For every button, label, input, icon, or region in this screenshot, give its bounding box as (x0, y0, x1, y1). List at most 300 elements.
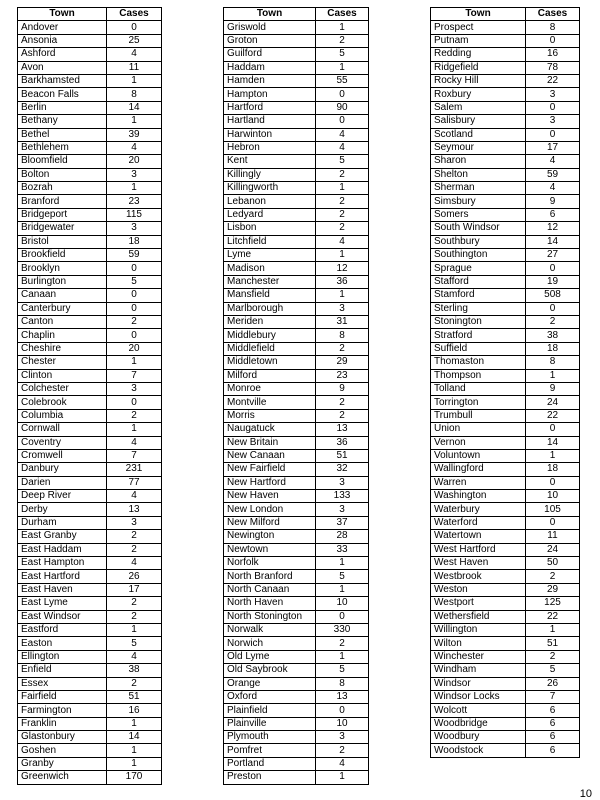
case-count-cell: 7 (107, 369, 162, 382)
case-count-cell: 508 (526, 289, 580, 302)
case-count-cell: 16 (107, 704, 162, 717)
case-count-cell: 2 (316, 168, 369, 181)
town-name-cell: Chaplin (18, 329, 107, 342)
case-count-cell: 5 (316, 664, 369, 677)
case-count-cell: 6 (526, 731, 580, 744)
table-row (431, 717, 580, 730)
case-count-cell: 2 (316, 342, 369, 355)
case-count-cell: 0 (526, 34, 580, 47)
town-name-cell: Ellington (18, 650, 107, 663)
case-count-cell: 4 (107, 48, 162, 61)
case-count-cell: 5 (526, 664, 580, 677)
town-name-cell: Hartford (224, 101, 316, 114)
case-count-cell: 4 (316, 757, 369, 770)
case-count-cell: 2 (316, 409, 369, 422)
town-name-cell: West Haven (431, 557, 526, 570)
town-name-cell: East Hartford (18, 570, 107, 583)
case-count-cell: 231 (107, 463, 162, 476)
table-row (224, 570, 369, 583)
town-name-cell: Glastonbury (18, 731, 107, 744)
table-row (224, 195, 369, 208)
town-name-cell: Derby (18, 503, 107, 516)
town-name-cell: Oxford (224, 690, 316, 703)
case-count-cell: 3 (316, 503, 369, 516)
case-count-cell: 12 (526, 222, 580, 235)
town-name-cell: Bethany (18, 115, 107, 128)
town-name-cell: Torrington (431, 396, 526, 409)
case-count-cell: 2 (526, 570, 580, 583)
case-count-cell: 1 (107, 623, 162, 636)
table-row (431, 208, 580, 221)
town-name-cell: Bolton (18, 168, 107, 181)
town-name-cell: Thomaston (431, 356, 526, 369)
town-name-cell: New Canaan (224, 449, 316, 462)
town-name-cell: Easton (18, 637, 107, 650)
case-count-cell: 8 (526, 356, 580, 369)
town-name-cell: Scotland (431, 128, 526, 141)
town-name-cell: Stafford (431, 275, 526, 288)
table-row (18, 490, 162, 503)
town-name-cell: Hebron (224, 141, 316, 154)
table-row (431, 61, 580, 74)
page-number: 10 (579, 788, 592, 800)
case-count-cell: 2 (316, 222, 369, 235)
town-name-cell: Roxbury (431, 88, 526, 101)
town-name-cell: Fairfield (18, 690, 107, 703)
case-count-cell: 0 (526, 101, 580, 114)
table-row (18, 141, 162, 154)
table-row (18, 436, 162, 449)
town-name-cell: Madison (224, 262, 316, 275)
table-row (224, 476, 369, 489)
case-count-cell: 7 (107, 449, 162, 462)
town-name-cell: Voluntown (431, 449, 526, 462)
case-count-cell: 78 (526, 61, 580, 74)
table-row (224, 409, 369, 422)
case-count-cell: 4 (316, 128, 369, 141)
table-row (431, 597, 580, 610)
case-count-cell: 32 (316, 463, 369, 476)
town-name-cell: West Hartford (431, 543, 526, 556)
case-count-cell: 5 (316, 155, 369, 168)
town-name-cell: Shelton (431, 168, 526, 181)
case-count-cell: 23 (316, 369, 369, 382)
town-name-cell: Norwalk (224, 623, 316, 636)
table-row (224, 731, 369, 744)
table-row (18, 476, 162, 489)
case-count-cell: 0 (107, 289, 162, 302)
case-count-cell: 0 (526, 128, 580, 141)
town-name-cell: Monroe (224, 382, 316, 395)
table-row (18, 342, 162, 355)
table-row (18, 449, 162, 462)
case-count-cell: 23 (107, 195, 162, 208)
table-row (224, 34, 369, 47)
table-row (224, 757, 369, 770)
case-count-cell: 1 (526, 623, 580, 636)
table-row (224, 637, 369, 650)
town-name-cell: Darien (18, 476, 107, 489)
table-row (18, 637, 162, 650)
town-name-cell: East Haven (18, 583, 107, 596)
table-row (18, 543, 162, 556)
town-name-cell: Naugatuck (224, 423, 316, 436)
table-row (18, 463, 162, 476)
case-count-cell: 51 (316, 449, 369, 462)
table-row (431, 21, 580, 34)
table-row (224, 490, 369, 503)
table-row (18, 757, 162, 770)
case-count-cell: 11 (526, 530, 580, 543)
table-row (18, 423, 162, 436)
case-count-cell: 170 (107, 771, 162, 784)
table-row (431, 409, 580, 422)
table-row (431, 650, 580, 663)
table-row (431, 543, 580, 556)
case-count-cell: 26 (107, 570, 162, 583)
town-name-cell: Bozrah (18, 182, 107, 195)
table-row (224, 597, 369, 610)
case-count-cell: 59 (107, 249, 162, 262)
town-name-cell: New Haven (224, 490, 316, 503)
town-name-cell: South Windsor (431, 222, 526, 235)
town-name-cell: Marlborough (224, 302, 316, 315)
town-name-cell: Union (431, 423, 526, 436)
case-count-cell: 133 (316, 490, 369, 503)
town-name-cell: Wallingford (431, 463, 526, 476)
case-count-cell: 17 (107, 583, 162, 596)
table-row (18, 195, 162, 208)
table-row (18, 262, 162, 275)
table-row (18, 409, 162, 422)
town-name-cell: Middletown (224, 356, 316, 369)
case-count-cell: 20 (107, 342, 162, 355)
town-name-cell: Milford (224, 369, 316, 382)
town-name-cell: Canaan (18, 289, 107, 302)
case-count-cell: 4 (316, 235, 369, 248)
table-row (18, 249, 162, 262)
town-name-cell: Wethersfield (431, 610, 526, 623)
case-count-cell: 13 (316, 423, 369, 436)
town-name-cell: Berlin (18, 101, 107, 114)
table-row (431, 141, 580, 154)
case-count-cell: 3 (316, 731, 369, 744)
table-row (18, 302, 162, 315)
case-count-cell: 2 (107, 315, 162, 328)
town-name-cell: Clinton (18, 369, 107, 382)
town-name-cell: Ashford (18, 48, 107, 61)
case-count-cell: 1 (316, 182, 369, 195)
table-row (18, 235, 162, 248)
town-name-cell: New Fairfield (224, 463, 316, 476)
case-count-cell: 38 (107, 664, 162, 677)
case-count-cell: 18 (107, 235, 162, 248)
table-row (431, 570, 580, 583)
town-name-cell: Westbrook (431, 570, 526, 583)
town-name-cell: Plainfield (224, 704, 316, 717)
town-name-cell: Weston (431, 583, 526, 596)
town-name-cell: Canterbury (18, 302, 107, 315)
town-name-cell: Franklin (18, 717, 107, 730)
town-name-cell: Plymouth (224, 731, 316, 744)
town-column-header: Town (431, 8, 526, 21)
town-name-cell: North Stonington (224, 610, 316, 623)
case-count-cell: 0 (107, 302, 162, 315)
table-row (224, 717, 369, 730)
town-name-cell: Sherman (431, 182, 526, 195)
town-name-cell: Pomfret (224, 744, 316, 757)
table-row (431, 503, 580, 516)
table-row (224, 583, 369, 596)
town-name-cell: Bethlehem (18, 141, 107, 154)
town-cases-table-2 (223, 7, 369, 785)
case-count-cell: 1 (316, 650, 369, 663)
town-name-cell: Prospect (431, 21, 526, 34)
table-row (224, 235, 369, 248)
cases-column-header: Cases (107, 8, 162, 21)
case-count-cell: 0 (526, 302, 580, 315)
town-name-cell: Barkhamsted (18, 74, 107, 87)
case-count-cell: 1 (316, 771, 369, 784)
table-row (18, 597, 162, 610)
case-count-cell: 330 (316, 623, 369, 636)
town-name-cell: Seymour (431, 141, 526, 154)
case-count-cell: 8 (526, 21, 580, 34)
table-row (431, 396, 580, 409)
table-row (224, 543, 369, 556)
case-count-cell: 5 (107, 637, 162, 650)
town-name-cell: New Britain (224, 436, 316, 449)
table-row (18, 222, 162, 235)
table-row (224, 275, 369, 288)
table-row (431, 115, 580, 128)
town-name-cell: Harwinton (224, 128, 316, 141)
town-name-cell: Preston (224, 771, 316, 784)
town-name-cell: Litchfield (224, 235, 316, 248)
case-count-cell: 0 (526, 516, 580, 529)
case-count-cell: 29 (316, 356, 369, 369)
table-row (18, 583, 162, 596)
table-row (224, 74, 369, 87)
case-count-cell: 2 (316, 396, 369, 409)
case-count-cell: 2 (107, 610, 162, 623)
town-name-cell: Cheshire (18, 342, 107, 355)
case-count-cell: 2 (316, 195, 369, 208)
table-row (431, 182, 580, 195)
case-count-cell: 13 (107, 503, 162, 516)
town-name-cell: Portland (224, 757, 316, 770)
table-row (18, 208, 162, 221)
town-column-header: Town (18, 8, 107, 21)
table-row (224, 155, 369, 168)
case-count-cell: 19 (526, 275, 580, 288)
table-row (18, 717, 162, 730)
table-row (18, 369, 162, 382)
town-name-cell: Sterling (431, 302, 526, 315)
table-row (431, 369, 580, 382)
table-row (431, 664, 580, 677)
table-row (18, 356, 162, 369)
case-count-cell: 1 (107, 717, 162, 730)
town-name-cell: Waterbury (431, 503, 526, 516)
town-name-cell: Lisbon (224, 222, 316, 235)
town-name-cell: Newington (224, 530, 316, 543)
town-name-cell: Deep River (18, 490, 107, 503)
case-count-cell: 0 (107, 21, 162, 34)
town-name-cell: Montville (224, 396, 316, 409)
town-name-cell: Chester (18, 356, 107, 369)
case-count-cell: 6 (526, 744, 580, 757)
table-row (224, 369, 369, 382)
town-name-cell: East Granby (18, 530, 107, 543)
case-count-cell: 115 (107, 208, 162, 221)
case-count-cell: 13 (316, 690, 369, 703)
case-count-cell: 3 (316, 476, 369, 489)
table-row (431, 516, 580, 529)
table-row (224, 88, 369, 101)
table-row (431, 557, 580, 570)
case-count-cell: 0 (107, 262, 162, 275)
case-count-cell: 1 (316, 289, 369, 302)
town-name-cell: Southbury (431, 235, 526, 248)
table-row (431, 195, 580, 208)
case-count-cell: 0 (316, 610, 369, 623)
table-row (18, 731, 162, 744)
table-row (18, 115, 162, 128)
case-count-cell: 29 (526, 583, 580, 596)
town-name-cell: New Milford (224, 516, 316, 529)
town-name-cell: Bristol (18, 235, 107, 248)
table-row (224, 463, 369, 476)
table-row (18, 61, 162, 74)
case-count-cell: 5 (316, 570, 369, 583)
table-row (224, 356, 369, 369)
table-row (431, 704, 580, 717)
table-row (431, 235, 580, 248)
town-name-cell: Warren (431, 476, 526, 489)
table-row (431, 356, 580, 369)
table-row (431, 168, 580, 181)
case-count-cell: 7 (526, 690, 580, 703)
case-count-cell: 0 (316, 704, 369, 717)
town-name-cell: Washington (431, 490, 526, 503)
table-row (224, 664, 369, 677)
case-count-cell: 1 (107, 356, 162, 369)
town-name-cell: Stratford (431, 329, 526, 342)
table-row (224, 168, 369, 181)
town-name-cell: Farmington (18, 704, 107, 717)
case-count-cell: 0 (316, 88, 369, 101)
case-count-cell: 0 (107, 329, 162, 342)
table-row (431, 101, 580, 114)
town-name-cell: Waterford (431, 516, 526, 529)
case-count-cell: 90 (316, 101, 369, 114)
case-count-cell: 36 (316, 436, 369, 449)
table-row (431, 329, 580, 342)
table-row (224, 289, 369, 302)
case-count-cell: 9 (526, 382, 580, 395)
table-row (431, 490, 580, 503)
table-row (431, 583, 580, 596)
town-name-cell: Middlebury (224, 329, 316, 342)
table-row (224, 503, 369, 516)
table-row (18, 690, 162, 703)
case-count-cell: 8 (107, 88, 162, 101)
case-count-cell: 33 (316, 543, 369, 556)
case-count-cell: 3 (107, 222, 162, 235)
town-name-cell: East Hampton (18, 557, 107, 570)
table-row (224, 382, 369, 395)
case-count-cell: 22 (526, 409, 580, 422)
table-row (18, 623, 162, 636)
table-row (224, 557, 369, 570)
town-name-cell: Griswold (224, 21, 316, 34)
table-row (18, 650, 162, 663)
town-name-cell: Brooklyn (18, 262, 107, 275)
town-name-cell: Mansfield (224, 289, 316, 302)
town-name-cell: Meriden (224, 315, 316, 328)
case-count-cell: 28 (316, 530, 369, 543)
case-count-cell: 14 (107, 731, 162, 744)
table-row (18, 557, 162, 570)
table-row (431, 155, 580, 168)
town-name-cell: Goshen (18, 744, 107, 757)
table-row (224, 302, 369, 315)
table-row (18, 34, 162, 47)
town-name-cell: Sprague (431, 262, 526, 275)
table-row (224, 182, 369, 195)
table-row (431, 315, 580, 328)
town-name-cell: Stamford (431, 289, 526, 302)
town-name-cell: North Haven (224, 597, 316, 610)
town-name-cell: Putnam (431, 34, 526, 47)
table-row (224, 262, 369, 275)
case-count-cell: 6 (526, 704, 580, 717)
case-count-cell: 24 (526, 543, 580, 556)
case-count-cell: 1 (316, 557, 369, 570)
case-count-cell: 18 (526, 342, 580, 355)
case-count-cell: 2 (107, 597, 162, 610)
town-name-cell: Willington (431, 623, 526, 636)
table-header-row (224, 8, 369, 21)
case-count-cell: 4 (107, 436, 162, 449)
table-header-row (18, 8, 162, 21)
case-count-cell: 4 (107, 490, 162, 503)
table-row (431, 463, 580, 476)
table-row (18, 182, 162, 195)
case-count-cell: 59 (526, 168, 580, 181)
case-count-cell: 2 (107, 677, 162, 690)
table-row (18, 704, 162, 717)
town-name-cell: Norfolk (224, 557, 316, 570)
case-count-cell: 22 (526, 610, 580, 623)
town-name-cell: Sharon (431, 155, 526, 168)
town-name-cell: Rocky Hill (431, 74, 526, 87)
table-row (18, 21, 162, 34)
table-row (18, 396, 162, 409)
table-row (431, 34, 580, 47)
table-row (18, 382, 162, 395)
table-row (224, 21, 369, 34)
table-row (18, 664, 162, 677)
case-count-cell: 1 (107, 182, 162, 195)
table-row (224, 530, 369, 543)
case-count-cell: 1 (107, 744, 162, 757)
case-count-cell: 2 (107, 409, 162, 422)
table-row (431, 476, 580, 489)
table-row (224, 690, 369, 703)
town-name-cell: New Hartford (224, 476, 316, 489)
